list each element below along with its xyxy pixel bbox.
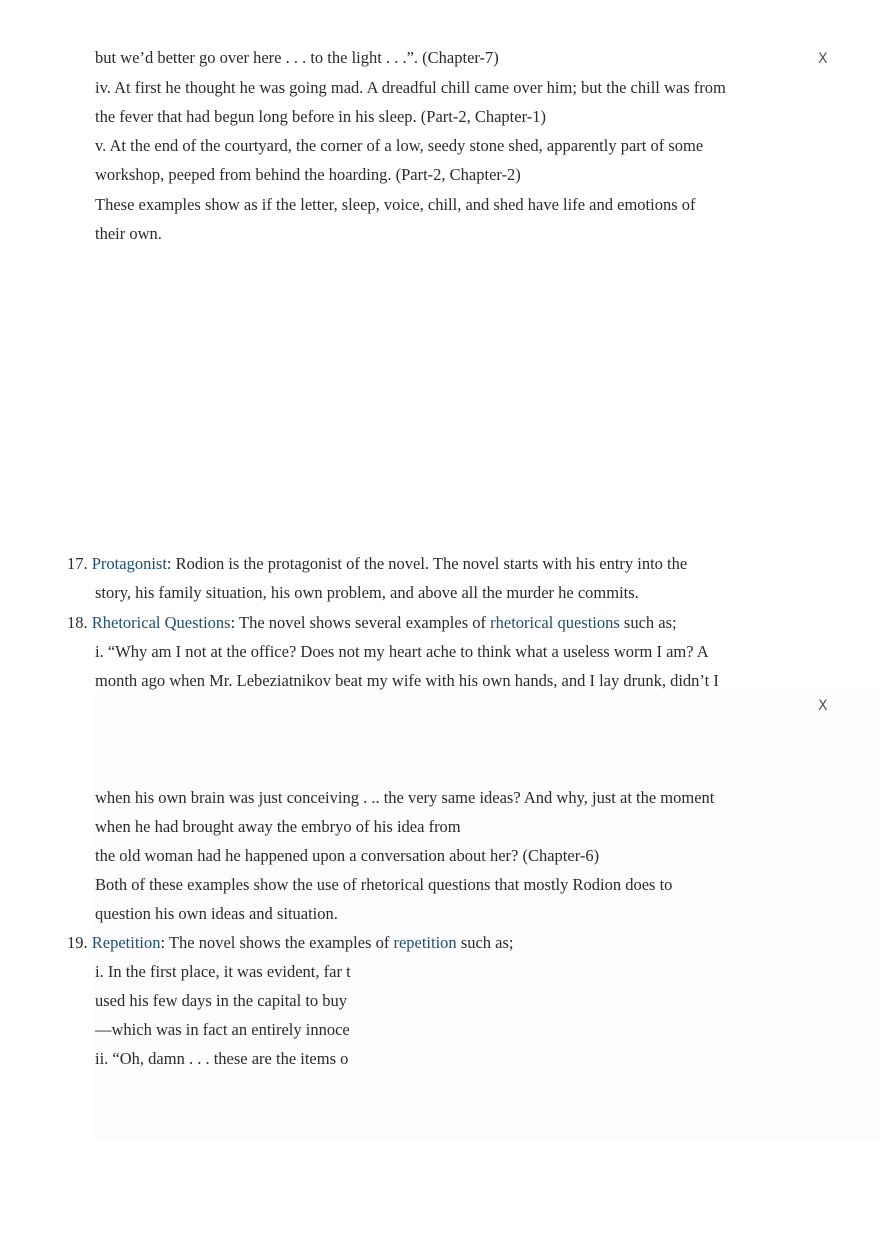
term-link-repetition[interactable]: Repetition (91, 933, 161, 952)
item-text: such as; (619, 613, 677, 632)
paragraph-line: but we’d better go over here . . . to the light . . .”. (Chapter-7) (95, 48, 499, 67)
paragraph-line: their own. (95, 224, 162, 243)
close-icon[interactable]: X (818, 51, 828, 67)
close-ad-icon[interactable]: X (818, 698, 828, 714)
item-number: 19. (67, 933, 92, 952)
paragraph-line: when he had brought away the embryo of his idea from (95, 817, 461, 836)
item-number: 17. (67, 554, 92, 573)
paragraph-line: These examples show as if the letter, sleep, voice, chill, and shed have life and emotions of (95, 195, 696, 214)
paragraph-line: —which was in fact an entirely innoce (95, 1020, 350, 1039)
paragraph-line: ii. “Oh, damn . . . these are the items o (95, 1049, 349, 1068)
paragraph-line: the old woman had he happened upon a conversation about her? (Chapter-6) (95, 846, 600, 865)
paragraph-line: Both of these examples show the use of rhetorical questions that mostly Rodion does to (95, 875, 673, 894)
item-text: : The novel shows several examples of (230, 613, 491, 632)
paragraph-line: used his few days in the capital to buy (95, 991, 348, 1010)
item-text: : Rodion is the protagonist of the novel. The novel starts with his entry into the (166, 554, 688, 573)
paragraph-line: question his own ideas and situation. (95, 904, 338, 923)
item-text: : The novel shows the examples of (160, 933, 394, 952)
term-link-rhetorical-questions-inline[interactable]: rhetorical questions (490, 613, 620, 632)
paragraph-line: iv. At first he thought he was going mad. A dreadful chill came over him; but the chill was from (95, 78, 726, 97)
list-item-18 (67, 613, 677, 633)
item-text: such as; (456, 933, 514, 952)
paragraph-line: story, his family situation, his own problem, and above all the murder he commits. (95, 583, 639, 602)
paragraph-line: when his own brain was just conceiving . .. the very same ideas? And why, just at the moment (95, 788, 715, 807)
item-number: 18. (67, 613, 92, 632)
term-link-protagonist[interactable]: Protagonist (91, 554, 167, 573)
paragraph-line: workshop, peeped from behind the hoarding. (Part-2, Chapter-2) (95, 165, 521, 184)
paragraph-line: v. At the end of the courtyard, the corner of a low, seedy stone shed, apparently part of some (95, 136, 704, 155)
paragraph-line: the fever that had begun long before in his sleep. (Part-2, Chapter-1) (95, 107, 546, 126)
term-link-rhetorical-questions[interactable]: Rhetorical Questions (91, 613, 231, 632)
paragraph-line: i. In the first place, it was evident, far t (95, 962, 351, 981)
paragraph-line: i. “Why am I not at the office? Does not my heart ache to think what a useless worm I am? A (95, 642, 709, 661)
list-item-17 (67, 554, 687, 574)
list-item-19 (67, 933, 514, 953)
paragraph-line: month ago when Mr. Lebeziatnikov beat my wife with his own hands, and I lay drunk, didn’t I (95, 671, 719, 690)
term-link-repetition-inline[interactable]: repetition (393, 933, 457, 952)
